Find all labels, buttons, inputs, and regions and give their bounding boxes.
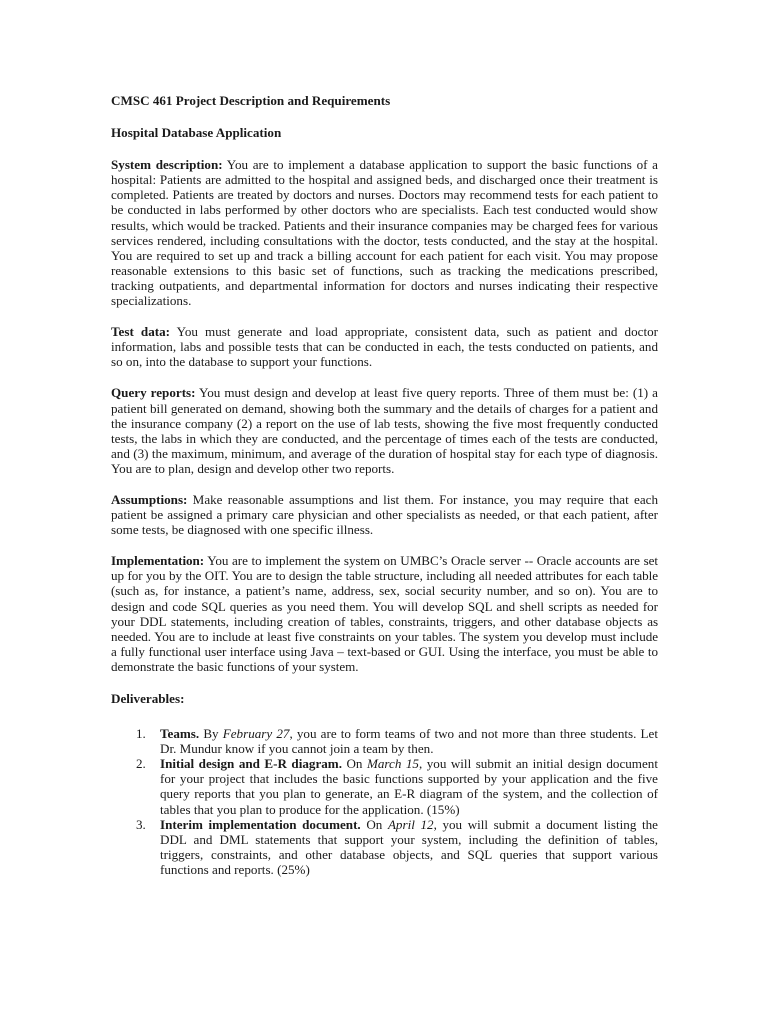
document-title: CMSC 461 Project Description and Requirements (111, 93, 391, 108)
section-label: Assumptions: (111, 491, 188, 507)
section-text: Make reasonable assumptions and list them. For instance, you may require that each patient be assigned a primary care physician and other specialists as needed, or that each patient, after some tests, be diagnosed with one specific illness. (111, 491, 658, 538)
item-text: By (199, 726, 223, 742)
section-label: Implementation: (111, 553, 205, 569)
section-text: You are to implement a database application to support the basic functions of a hospital: Patients are admitted to the hospital and assigned beds, and discharged once their treatment is completed. Patients are treated by doctors and nurses. Doctors may recommend tests for each patient to be conducted in labs performed by other doctors who are specialists. Each test conducted would show results, which would be tracked. Patients and their insurance companies may be charged fees for various services rendered, including consultations with the doctor, tests conducted, and the stay at the hospital. You are required to set up and track a billing account for each patient for each visit. You may propose reasonable extensions to this basic set of functions, such as tracking the medications prescribed, tracking outpatients, and departmental information for doctors and nurses indicating their respective specializations. (111, 157, 658, 309)
item-text: , you will submit a document listing the DDL and DML statements that support your system, including the definition of tables, triggers, constraints, and other database objects, and SQL queries that support various functions and reports. (25%) (160, 816, 658, 877)
deliverables-list (111, 726, 658, 877)
item-label: Initial design and E-R diagram. (160, 756, 342, 772)
list-number: 3. (136, 816, 146, 832)
list-item (111, 756, 658, 816)
section-text: You must generate and load appropriate, consistent data, such as patient and doctor information, labs and possible tests that can be conducted in each, the tests conducted on patients, and so on, into the database to support your functions. (111, 324, 658, 370)
item-label: Interim implementation document. (160, 816, 361, 832)
section-assumptions (111, 492, 658, 537)
list-item (111, 726, 658, 756)
item-date: March 15 (366, 756, 419, 772)
section-system-description (111, 157, 658, 308)
section-implementation (111, 553, 658, 674)
list-number: 2. (136, 756, 146, 772)
item-date: February 27 (222, 726, 290, 742)
section-test-data (111, 324, 658, 369)
deliverables-heading: Deliverables: (111, 691, 185, 706)
item-text: , you are to form teams of two and not more than three students. Let Dr. Mundur know if you cannot join a team by then. (160, 726, 658, 757)
document-subtitle: Hospital Database Application (111, 125, 282, 141)
section-text: You must design and develop at least five query reports. Three of them must be: (1) a patient bill generated on demand, showing both the summary and the details of charges for a patient and the insurance company (2) a report on the use of lab tests, showing the five most frequently conducted tests, the labs in which they are conducted, and the percentage of times each of the tests are conducted, and (3) the maximum, minimum, and average of the duration of hospital stay for each type of diagnosis. You are to plan, design and develop other two reports. (111, 385, 658, 476)
item-text: On (342, 756, 367, 772)
list-number: 1. (136, 726, 146, 742)
item-text: On (360, 816, 388, 832)
section-label: System description: (111, 157, 223, 173)
section-query-reports (111, 385, 658, 476)
section-label: Query reports: (111, 385, 196, 401)
list-item (111, 817, 658, 877)
section-label: Test data: (111, 324, 171, 340)
section-text: You are to implement the system on UMBC’s Oracle server -- Oracle accounts are set up for you by the OIT. You are to design the table structure, including all needed attributes for each table (such as, for instance, a patient’s name, address, sex, social security number, and so on). You are to design and code SQL queries as you need them. You will develop SQL and shell scripts as needed for your DDL statements, including creation of tables, constraints, triggers, and other database objects as needed. You are to include at least five constraints on your tables. The system you develop must include a fully functional user interface using Java – text-based or GUI. Using the interface, you must be able to demonstrate the basic functions of your system. (111, 553, 658, 674)
item-date: April 12 (387, 816, 434, 832)
item-label: Teams. (160, 726, 200, 742)
item-text: , you will submit an initial design document for your project that includes the basic functions supported by your application and the five query reports that you plan to generate, an E-R diagram of the system, and the collection of tables that you plan to produce for the application. (15%) (160, 756, 658, 817)
